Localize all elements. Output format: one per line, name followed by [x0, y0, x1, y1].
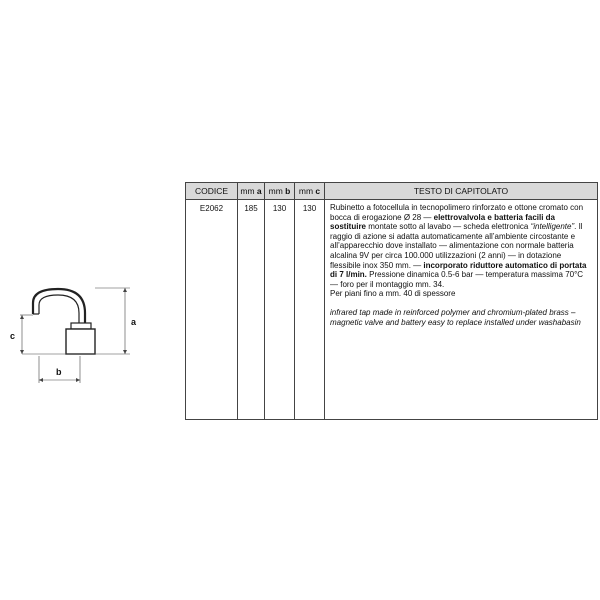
tap-outline-icon	[0, 275, 180, 415]
cell-mm-c: 130	[295, 200, 325, 420]
dimension-a-label: a	[131, 317, 137, 327]
cell-codice: E2062	[186, 200, 238, 420]
cell-description	[325, 200, 598, 420]
header-testo: TESTO DI CAPITOLATO	[325, 183, 598, 200]
table-row	[186, 200, 598, 420]
tap-technical-drawing	[0, 275, 180, 415]
header-codice: CODICE	[186, 183, 238, 200]
table-header-row	[186, 183, 598, 200]
dimension-c-label: c	[10, 331, 16, 341]
header-mm-a: mm a	[238, 183, 265, 200]
dimension-b-label: b	[56, 367, 62, 377]
description-english: infrared tap made in reinforced polymer and chromium-plated brass – magnetic valve and battery easy to replace installed under washabasin	[330, 307, 581, 327]
specification-table	[185, 182, 598, 420]
description-italian: Rubinetto a fotocellula in tecnopolimero rinforzato e ottone cromato con bocca di erogazione Ø 28 — elettrovalvola e batteria facili da sostituire montate sotto al lavabo — scheda elettronica “intelligente”. Il raggio di azione si adatta automaticamente all’ambiente circostante e all’apparecchio dove installato — alimentazione con normale batteria alcalina 9V per circa 100.000 utilizzazioni (2 anni) — in dotazione flessibile inox 350 mm. — incorporato riduttore automatico di portata di 7 l/min. Pressione dinamica 0.5-6 bar — temperatura massima 70°C — foro per il montaggio mm. 34. Per piani fino a mm. 40 di spessore	[330, 203, 587, 299]
cell-mm-b: 130	[265, 200, 295, 420]
header-mm-b: mm b	[265, 183, 295, 200]
cell-mm-a: 185	[238, 200, 265, 420]
header-mm-c: mm c	[295, 183, 325, 200]
